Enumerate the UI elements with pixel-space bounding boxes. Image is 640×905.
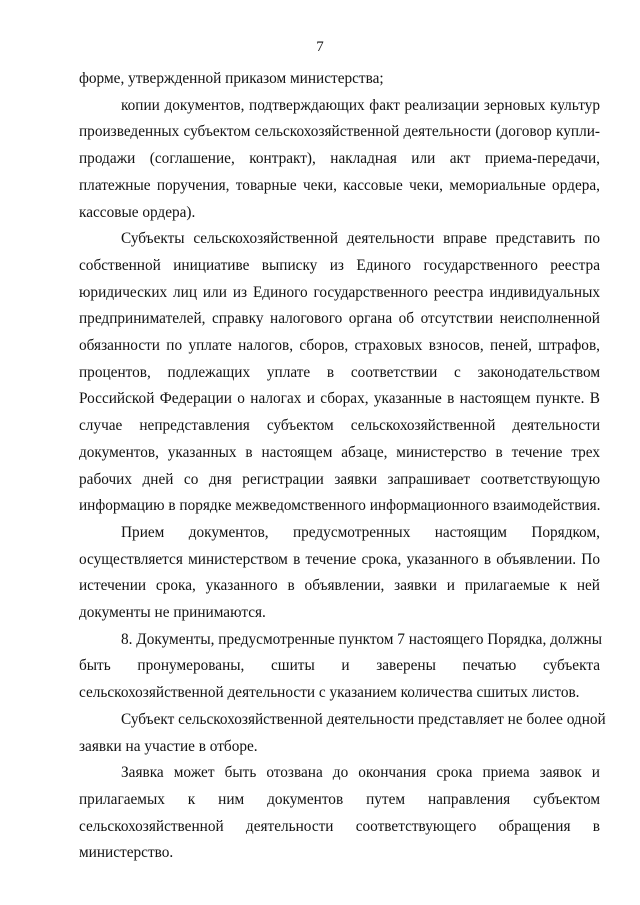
text-line: платежные поручения, товарные чеки, кассовые чеки, мемориальные ордера, — [79, 176, 600, 194]
text-line: заявки на участие в отборе. — [79, 737, 258, 755]
text-line: процентов, подлежащих уплате в соответствии с законодательством — [79, 363, 600, 381]
text-line: Заявка может быть отозвана до окончания срока приема заявок и — [121, 764, 600, 782]
text-line: быть пронумерованы, сшиты и заверены печатью субъекта — [79, 657, 600, 675]
text-line: копии документов, подтверждающих факт реализации зерновых культур — [121, 96, 600, 114]
text-line: сельскохозяйственной деятельности соответствующего обращения в — [79, 817, 600, 835]
paragraph — [79, 760, 600, 867]
paragraph — [79, 520, 600, 627]
text-line: осуществляется министерством в течение срока, указанного в объявлении. По — [79, 550, 600, 568]
text-line: продажи (соглашение, контракт), накладная или акт приема-передачи, — [79, 150, 600, 168]
text-line: обязанности по уплате налогов, сборов, страховых взносов, пеней, штрафов, — [79, 337, 600, 355]
text-line: кассовые ордера). — [79, 203, 196, 221]
document-body — [79, 66, 606, 867]
text-line: документов, указанных в настоящем абзаце, министерство в течение трех — [79, 443, 600, 461]
text-line: произведенных субъектом сельскохозяйственной деятельности (договор купли- — [79, 123, 600, 141]
paragraph — [79, 707, 606, 760]
text-line: 8. Документы, предусмотренные пунктом 7 настоящего Порядка, должны — [121, 630, 602, 648]
text-line: Субъекты сельскохозяйственной деятельности вправе представить по — [121, 230, 600, 248]
paragraph — [79, 627, 600, 707]
text-line: министерство. — [79, 844, 174, 862]
text-line: юридических лиц или из Единого государственного реестра индивидуальных — [79, 283, 600, 301]
text-line: истечении срока, указанного в объявлении, заявки и прилагаемые к ней — [79, 577, 600, 595]
page-number: 7 — [316, 39, 324, 55]
text-line: информацию в порядке межведомственного информационного взаимодействия. — [79, 497, 601, 515]
text-line: предпринимателей, справку налогового органа об отсутствии неисполненной — [79, 310, 600, 328]
paragraph — [79, 93, 600, 227]
text-line: прилагаемых к ним документов путем направления субъектом — [79, 790, 600, 808]
text-line: документы не принимаются. — [79, 604, 266, 622]
text-line: собственной инициативе выписку из Единого государственного реестра — [79, 256, 600, 274]
text-line: Прием документов, предусмотренных настоящим Порядком, — [121, 523, 600, 541]
text-line: Российской Федерации о налогах и сборах, указанные в настоящем пункте. В — [79, 390, 600, 408]
text-line: случае непредставления субъектом сельскохозяйственной деятельности — [79, 417, 600, 435]
paragraph — [79, 226, 600, 520]
text-line: рабочих дней со дня регистрации заявки запрашивает соответствующую — [79, 470, 600, 488]
text-line: форме, утвержденной приказом министерства; — [79, 70, 384, 87]
text-line: сельскохозяйственной деятельности с указанием количества сшитых листов. — [79, 684, 580, 702]
paragraph — [79, 66, 600, 93]
text-line: Субъект сельскохозяйственной деятельности представляет не более одной — [121, 710, 606, 728]
